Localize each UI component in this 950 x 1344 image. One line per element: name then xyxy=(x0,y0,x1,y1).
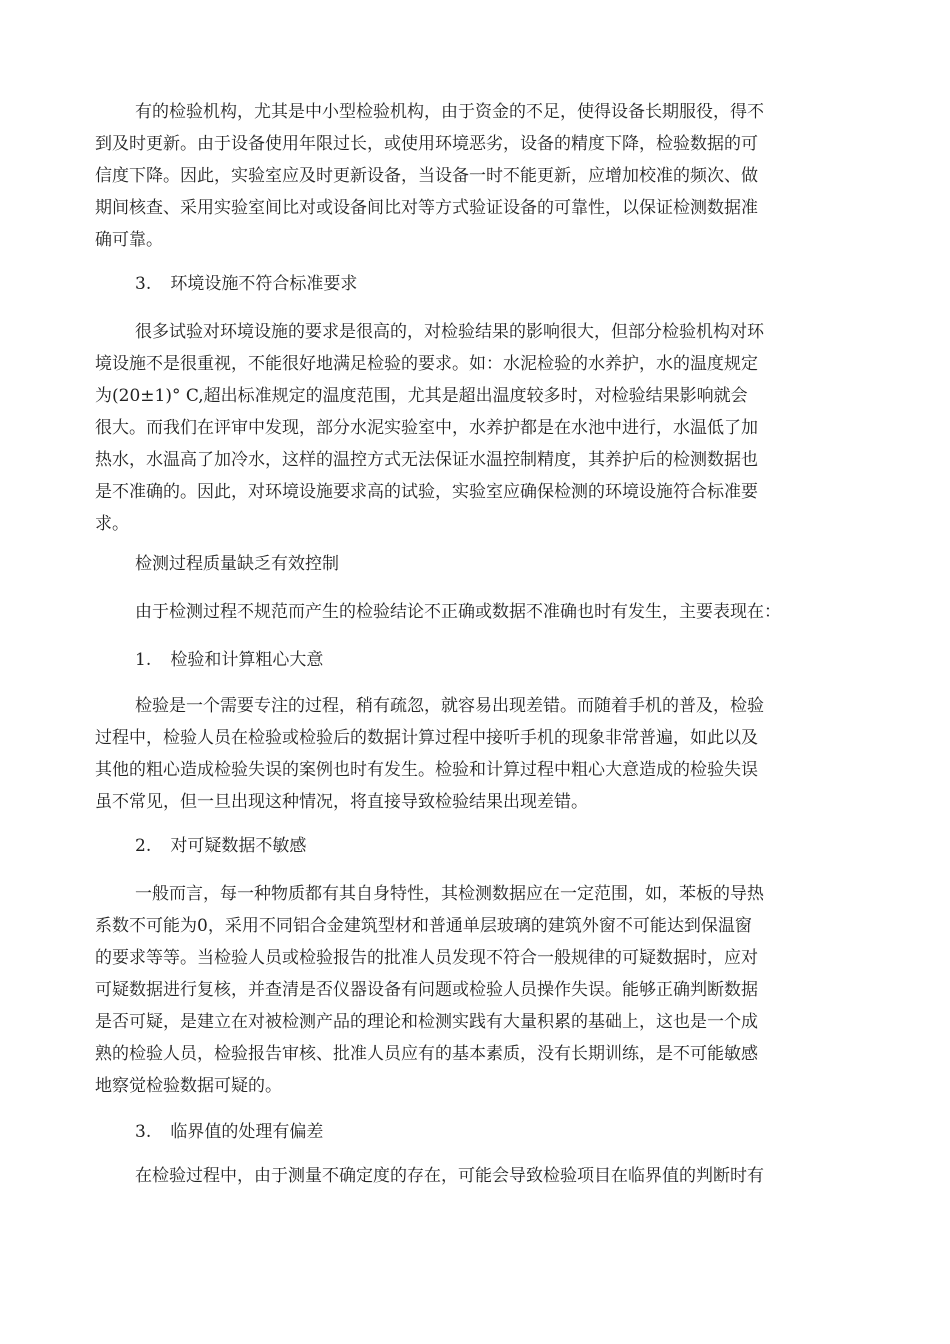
section-heading-carelessness xyxy=(95,644,855,676)
paragraph-line: 很多试验对环境设施的要求是很高的，对检验结果的影响很大，但部分检验机构对环 xyxy=(135,322,764,342)
paragraph-critical-value xyxy=(95,1160,855,1192)
heading-number: 1. xyxy=(135,650,152,670)
paragraph-line: 求。 xyxy=(95,514,129,534)
heading-text: 检测过程质量缺乏有效控制 xyxy=(135,554,339,574)
paragraph-line: 过程中，检验人员在检验或检验后的数据计算过程中接听手机的现象非常普遍，如此以及 xyxy=(95,728,758,748)
paragraph-line: 由于检测过程不规范而产生的检验结论不正确或数据不准确也时有发生，主要表现在： xyxy=(135,602,781,622)
paragraph-process-intro xyxy=(95,596,855,628)
paragraph-line: 有的检验机构，尤其是中小型检验机构，由于资金的不足，使得设备长期服役，得不 xyxy=(135,102,764,122)
heading-text: 临界值的处理有偏差 xyxy=(170,1122,324,1142)
paragraph-line: 虽不常见，但一旦出现这种情况，将直接导致检验结果出现差错。 xyxy=(95,792,588,812)
paragraph-line: 信度下降。因此，实验室应及时更新设备，当设备一时不能更新，应增加校准的频次、做 xyxy=(95,166,758,186)
section-heading-environment xyxy=(95,268,855,300)
heading-number: 3. xyxy=(135,1122,152,1142)
paragraph-line: 系数不可能为0，采用不同铝合金建筑型材和普通单层玻璃的建筑外窗不可能达到保温窗 xyxy=(95,916,752,936)
paragraph-carelessness xyxy=(95,690,855,818)
paragraph-line: 可疑数据进行复核，并查清是否仪器设备有问题或检验人员操作失误。能够正确判断数据 xyxy=(95,980,758,1000)
paragraph-line: 是不准确的。因此，对环境设施要求高的试验，实验室应确保检测的环境设施符合标准要 xyxy=(95,482,758,502)
paragraph-line: 其他的粗心造成检验失误的案例也时有发生。检验和计算过程中粗心大意造成的检验失误 xyxy=(95,760,758,780)
heading-text: 检验和计算粗心大意 xyxy=(170,650,324,670)
heading-text: 环境设施不符合标准要求 xyxy=(170,274,358,294)
paragraph-line: 在检验过程中，由于测量不确定度的存在，可能会导致检验项目在临界值的判断时有 xyxy=(135,1166,764,1186)
paragraph-line: 到及时更新。由于设备使用年限过长，或使用环境恶劣，设备的精度下降，检验数据的可 xyxy=(95,134,758,154)
paragraph-line: 热水，水温高了加冷水，这样的温控方式无法保证水温控制精度，其养护后的检测数据也 xyxy=(95,450,758,470)
heading-text: 对可疑数据不敏感 xyxy=(170,836,307,856)
paragraph-line: 是否可疑，是建立在对被检测产品的理论和检测实践有大量积累的基础上，这也是一个成 xyxy=(95,1012,758,1032)
paragraph-line: 为(20±1)° C,超出标准规定的温度范围，尤其是超出温度较多时，对检验结果影响就会 xyxy=(95,386,748,406)
paragraph-environment xyxy=(95,316,855,540)
paragraph-equipment-update xyxy=(95,96,855,256)
paragraph-line: 确可靠。 xyxy=(95,230,163,250)
section-heading-process-control xyxy=(95,548,855,580)
section-heading-suspicious-data xyxy=(95,830,855,862)
paragraph-line: 期间核查、采用实验室间比对或设备间比对等方式验证设备的可靠性，以保证检测数据准 xyxy=(95,198,758,218)
paragraph-line: 地察觉检验数据可疑的。 xyxy=(95,1076,282,1096)
paragraph-line: 熟的检验人员，检验报告审核、批准人员应有的基本素质，没有长期训练，是不可能敏感 xyxy=(95,1044,758,1064)
paragraph-line: 一般而言，每一种物质都有其自身特性，其检测数据应在一定范围，如，苯板的导热 xyxy=(135,884,764,904)
heading-number: 3. xyxy=(135,274,152,294)
paragraph-line: 检验是一个需要专注的过程，稍有疏忽，就容易出现差错。而随着手机的普及，检验 xyxy=(135,696,764,716)
paragraph-line: 很大。而我们在评审中发现，部分水泥实验室中，水养护都是在水池中进行，水温低了加 xyxy=(95,418,758,438)
paragraph-line: 的要求等等。当检验人员或检验报告的批准人员发现不符合一般规律的可疑数据时，应对 xyxy=(95,948,758,968)
heading-number: 2. xyxy=(135,836,152,856)
section-heading-critical-value xyxy=(95,1116,855,1148)
paragraph-line: 境设施不是很重视，不能很好地满足检验的要求。如：水泥检验的水养护，水的温度规定 xyxy=(95,354,758,374)
paragraph-suspicious-data xyxy=(95,878,855,1102)
